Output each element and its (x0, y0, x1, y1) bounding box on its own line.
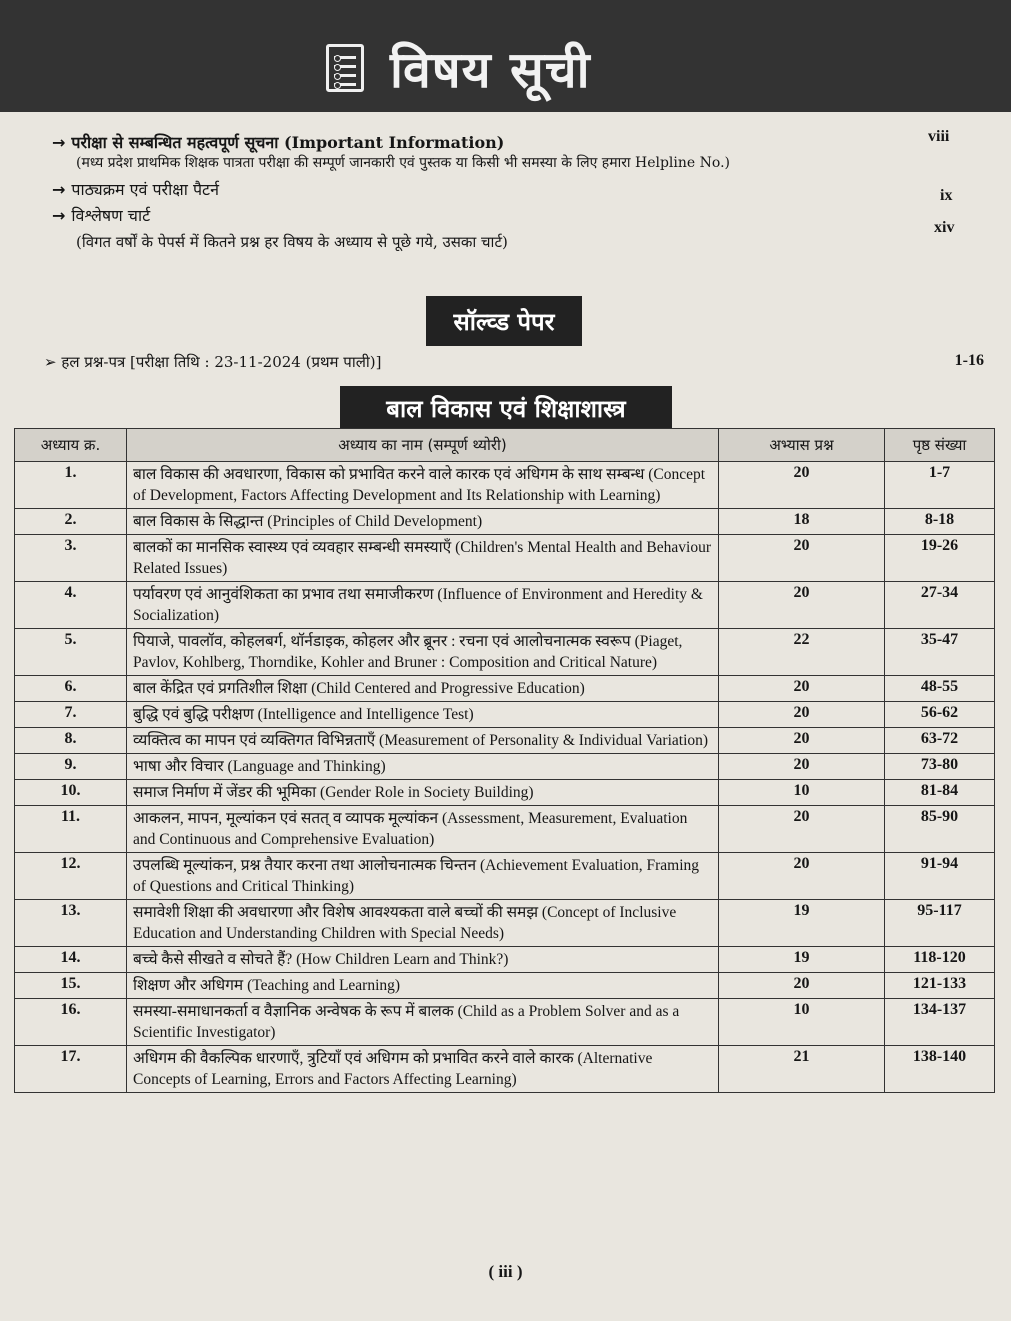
chapter-name: शिक्षण और अधिगम (Teaching and Learning) (127, 973, 719, 999)
chapter-number: 8. (15, 728, 127, 754)
page-number: ( iii ) (488, 1262, 523, 1281)
info-label: परीक्षा से सम्बन्धित महत्वपूर्ण सूचना (Important Information) (71, 133, 505, 152)
page-range: 118-120 (885, 947, 995, 973)
practice-count: 21 (719, 1046, 885, 1093)
chapter-number: 16. (15, 999, 127, 1046)
page-range: 8-18 (885, 509, 995, 535)
practice-count: 20 (719, 754, 885, 780)
info-page: xiv (934, 219, 955, 236)
practice-count: 18 (719, 509, 885, 535)
table-row (15, 947, 995, 973)
practice-count: 20 (719, 702, 885, 728)
chapter-number: 1. (15, 462, 127, 509)
table-row (15, 728, 995, 754)
chapter-name: बाल केंद्रित एवं प्रगतिशील शिक्षा (Child Centered and Progressive Education) (127, 676, 719, 702)
table-row (15, 462, 995, 509)
page-title: विषय सूची (390, 41, 591, 99)
chapter-number: 17. (15, 1046, 127, 1093)
list-document-icon (326, 44, 364, 92)
solved-paper-heading: सॉल्व्ड पेपर (426, 296, 582, 346)
page-range: 73-80 (885, 754, 995, 780)
info-note: (विगत वर्षों के पेपर्स में कितने प्रश्न हर विषय के अध्याय से पूछे गये, उसका चार्ट) (76, 233, 508, 251)
practice-count: 20 (719, 676, 885, 702)
chapter-number: 15. (15, 973, 127, 999)
table-row (15, 900, 995, 947)
practice-count: 20 (719, 853, 885, 900)
page-range: 134-137 (885, 999, 995, 1046)
page-range: 48-55 (885, 676, 995, 702)
table-header-row (15, 429, 995, 462)
table-row (15, 999, 995, 1046)
table-row (15, 1046, 995, 1093)
page-range: 121-133 (885, 973, 995, 999)
table-row (15, 535, 995, 582)
arrow-icon: → (52, 180, 66, 199)
info-label: विश्लेषण चार्ट (71, 206, 151, 225)
practice-count: 20 (719, 582, 885, 629)
page-range: 81-84 (885, 780, 995, 806)
practice-count: 10 (719, 780, 885, 806)
chapter-name: बालकों का मानसिक स्वास्थ्य एवं व्यवहार सम्बन्धी समस्याएँ (Children's Mental Health and Behaviour Related Issues) (127, 535, 719, 582)
page-range: 138-140 (885, 1046, 995, 1093)
chapter-name: पर्यावरण एवं आनुवंशिकता का प्रभाव तथा समाजीकरण (Influence of Environment and Heredity & Socialization) (127, 582, 719, 629)
table-row (15, 629, 995, 676)
header-page-number: पृष्ठ संख्या (885, 429, 995, 462)
table-row (15, 780, 995, 806)
practice-count: 19 (719, 947, 885, 973)
page-range: 1-7 (885, 462, 995, 509)
info-item-important (52, 133, 912, 173)
solved-paper-label: हल प्रश्न-पत्र [परीक्षा तिथि : 23-11-2024 (प्रथम पाली)] (61, 353, 382, 371)
table-row (15, 973, 995, 999)
header-chapter-name: अध्याय का नाम (सम्पूर्ण थ्योरी) (127, 429, 719, 462)
info-item-syllabus (52, 180, 912, 200)
chapter-number: 13. (15, 900, 127, 947)
page-range: 19-26 (885, 535, 995, 582)
table-row (15, 806, 995, 853)
arrow-icon: → (52, 133, 66, 152)
solved-paper-page: 1-16 (954, 352, 984, 369)
practice-count: 19 (719, 900, 885, 947)
practice-count: 22 (719, 629, 885, 676)
table-row (15, 754, 995, 780)
info-item-analysis (52, 206, 912, 252)
table-row (15, 702, 995, 728)
chapter-name: बुद्धि एवं बुद्धि परीक्षण (Intelligence and Intelligence Test) (127, 702, 719, 728)
chapter-name: समाज निर्माण में जेंडर की भूमिका (Gender Role in Society Building) (127, 780, 719, 806)
contents-table (14, 428, 995, 1093)
chapter-number: 7. (15, 702, 127, 728)
info-page: viii (928, 128, 950, 145)
chapter-name: व्यक्तित्व का मापन एवं व्यक्तिगत विभिन्नताएँ (Measurement of Personality & Individual Variation) (127, 728, 719, 754)
page-range: 85-90 (885, 806, 995, 853)
chapter-number: 6. (15, 676, 127, 702)
practice-count: 20 (719, 462, 885, 509)
chapter-name: बच्चे कैसे सीखते व सोचते हैं? (How Children Learn and Think?) (127, 947, 719, 973)
chapter-name: उपलब्धि मूल्यांकन, प्रश्न तैयार करना तथा आलोचनात्मक चिन्तन (Achievement Evaluation, Framing of Questions and Critical Thinking) (127, 853, 719, 900)
chapter-number: 12. (15, 853, 127, 900)
subject-heading: बाल विकास एवं शिक्षाशास्त्र (340, 386, 672, 430)
page-range: 63-72 (885, 728, 995, 754)
chapter-number: 2. (15, 509, 127, 535)
chapter-name: बाल विकास की अवधारणा, विकास को प्रभावित करने वाले कारक एवं अधिगम के साथ सम्बन्ध (Concept of Development, Factors Affecting Development and Its Relationship with Learning) (127, 462, 719, 509)
title-block (326, 28, 656, 108)
practice-count: 20 (719, 535, 885, 582)
info-page: ix (940, 187, 953, 204)
practice-count: 20 (719, 806, 885, 853)
solved-paper-entry (44, 352, 984, 372)
practice-count: 20 (719, 728, 885, 754)
table-row (15, 853, 995, 900)
arrow-icon: → (52, 206, 66, 225)
chapter-name: समस्या-समाधानकर्ता व वैज्ञानिक अन्वेषक के रूप में बालक (Child as a Problem Solver and as a Scientific Investigator) (127, 999, 719, 1046)
chapter-name: बाल विकास के सिद्धान्त (Principles of Child Development) (127, 509, 719, 535)
chapter-name: अधिगम की वैकल्पिक धारणाएँ, त्रुटियाँ एवं अधिगम को प्रभावित करने वाले कारक (Alternative Concepts of Learning, Errors and Factors Affecting Learning) (127, 1046, 719, 1093)
chapter-name: समावेशी शिक्षा की अवधारणा और विशेष आवश्यकता वाले बच्चों की समझ (Concept of Inclusive Education and Understanding Children with Special Needs) (127, 900, 719, 947)
chapter-number: 5. (15, 629, 127, 676)
page-range: 95-117 (885, 900, 995, 947)
chapter-number: 9. (15, 754, 127, 780)
chapter-number: 14. (15, 947, 127, 973)
chapter-name: आकलन, मापन, मूल्यांकन एवं सतत् व व्यापक मूल्यांकन (Assessment, Measurement, Evaluation and Continuous and Comprehensive Evaluation) (127, 806, 719, 853)
table-row (15, 509, 995, 535)
table-row (15, 582, 995, 629)
table-row (15, 676, 995, 702)
page-range: 27-34 (885, 582, 995, 629)
info-label: पाठ्यक्रम एवं परीक्षा पैटर्न (71, 180, 219, 199)
chapter-number: 3. (15, 535, 127, 582)
chapter-number: 4. (15, 582, 127, 629)
practice-count: 10 (719, 999, 885, 1046)
chapter-name: पियाजे, पावलॉव, कोहलबर्ग, थॉर्नडाइक, कोहलर और ब्रूनर : रचना एवं आलोचनात्मक स्वरूप (Piaget, Pavlov, Kohlberg, Thorndike, Kohler and Bruner : Composition and Critical Nature) (127, 629, 719, 676)
header-practice-questions: अभ्यास प्रश्न (719, 429, 885, 462)
chapter-number: 11. (15, 806, 127, 853)
chapter-name: भाषा और विचार (Language and Thinking) (127, 754, 719, 780)
chapter-number: 10. (15, 780, 127, 806)
page-range: 35-47 (885, 629, 995, 676)
page-range: 91-94 (885, 853, 995, 900)
chevron-right-icon: ➢ (44, 353, 57, 371)
header-chapter-no: अध्याय क्र. (15, 429, 127, 462)
info-note: (मध्य प्रदेश प्राथमिक शिक्षक पात्रता परीक्षा की सम्पूर्ण जानकारी एवं पुस्तक या किसी भी समस्या के लिए हमारा Helpline No.) (76, 155, 730, 171)
page-range: 56-62 (885, 702, 995, 728)
practice-count: 20 (719, 973, 885, 999)
